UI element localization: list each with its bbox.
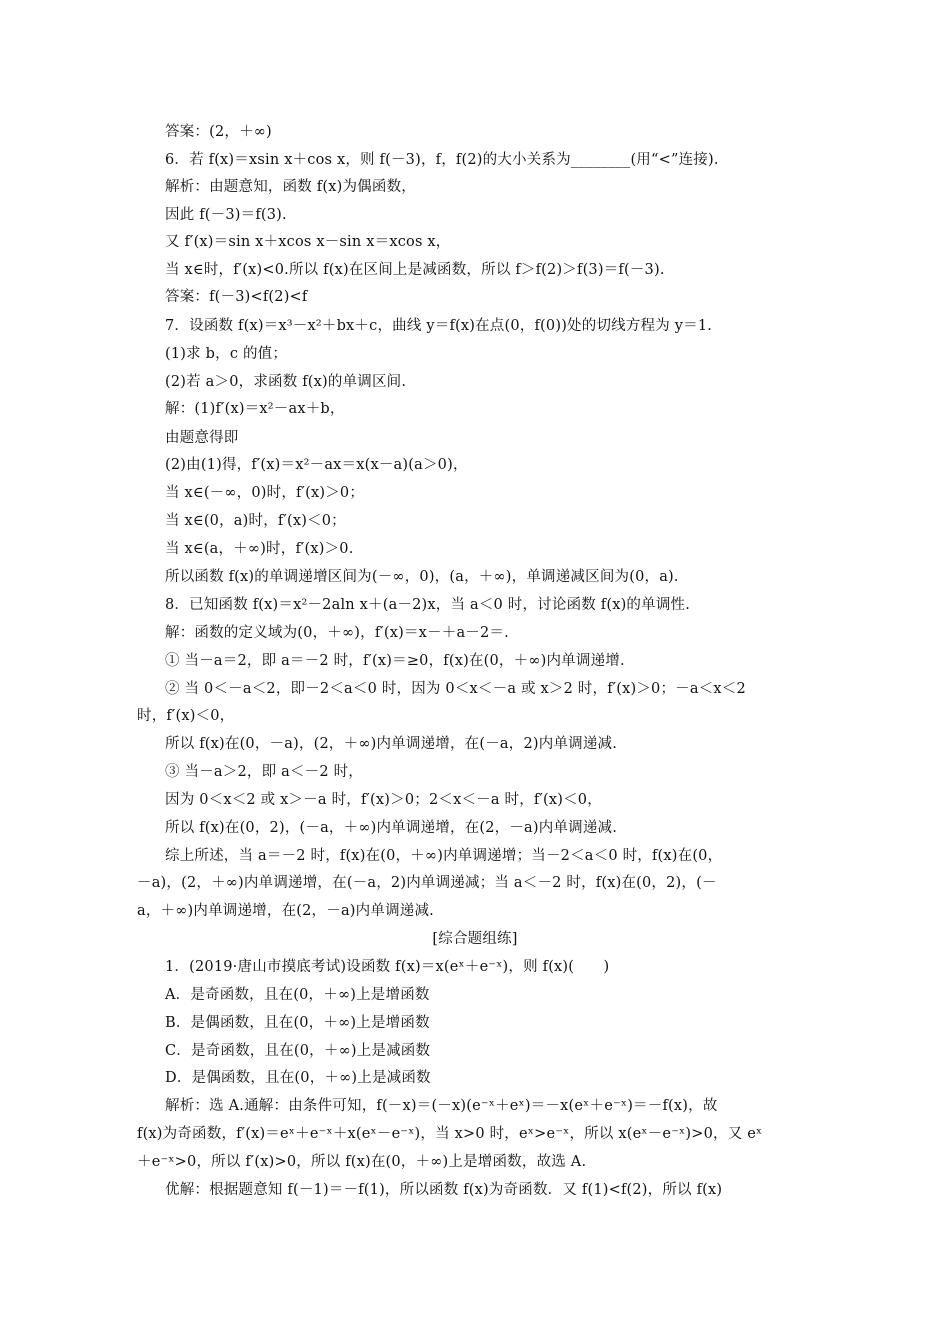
- text-line: 答案：f(－3)<f(2)<f: [165, 289, 308, 305]
- text-line: 7．设函数 f(x)＝x³－x²＋bx＋c，曲线 y＝f(x)在点(0，f(0))处的切线方程为 y＝1.: [165, 318, 713, 334]
- text-line: 6．若 f(x)＝xsin x＋cos x，则 f(－3)，f，f(2)的大小关系为________(用“<”连接).: [165, 152, 719, 168]
- option-b: B．是偶函数，且在(0，＋∞)上是增函数: [165, 1015, 430, 1031]
- text-line: 当 x∈(－∞，0)时，f′(x)＞0；: [165, 485, 365, 501]
- text-line: ③ 当－a＞2，即 a＜－2 时，: [165, 764, 363, 780]
- text-line: 由题意得即: [165, 430, 239, 446]
- text-line: ＋e⁻ˣ>0，所以 f′(x)>0，所以 f(x)在(0，＋∞)上是增函数，故选 A.: [137, 1154, 587, 1170]
- text-line: a，＋∞)内单调递增，在(2，－a)内单调递减.: [137, 903, 434, 919]
- option-d: D．是偶函数，且在(0，＋∞)上是减函数: [165, 1070, 431, 1086]
- text-line: 因为 0＜x＜2 或 x＞－a 时，f′(x)＞0；2＜x＜－a 时，f′(x)＜0，: [165, 792, 602, 808]
- text-line: 当 x∈(0，a)时，f′(x)＜0；: [165, 513, 346, 529]
- text-line: 解：函数的定义域为(0，＋∞)，f′(x)＝x－＋a－2＝.: [165, 625, 509, 641]
- text-line: (2)若 a＞0，求函数 f(x)的单调区间.: [165, 374, 407, 390]
- text-line: －a)，(2，＋∞)内单调递增，在(－a，2)内单调递减；当 a＜－2 时，f(x)在(0，2)，(－: [137, 875, 717, 891]
- text-line: 综上所述，当 a＝－2 时，f(x)在(0，＋∞)内单调递增；当－2＜a＜0 时，f(x)在(0，: [165, 848, 723, 864]
- text-line: 8．已知函数 f(x)＝x²－2aln x＋(a－2)x，当 a＜0 时，讨论函数 f(x)的单调性.: [165, 597, 691, 613]
- text-line: 所以 f(x)在(0，2)，(－a，＋∞)内单调递增，在(2，－a)内单调递减.: [165, 820, 618, 836]
- text-line: 解：(1)f′(x)＝x²－ax＋b，: [165, 401, 345, 417]
- text-line: (2)由(1)得，f′(x)＝x²－ax＝x(x－a)(a＞0)，: [165, 457, 468, 473]
- text-line: 解析：选 A.通解：由条件可知，f(－x)＝(－x)(e⁻ˣ＋eˣ)＝－x(eˣ＋e⁻ˣ)＝－f(x)，故: [165, 1098, 718, 1114]
- section-heading: [综合题组练]: [432, 931, 518, 947]
- text-line: 解析：由题意知，函数 f(x)为偶函数，: [165, 179, 416, 195]
- text-line: 又 f′(x)＝sin x＋xcos x－sin x＝xcos x，: [165, 234, 451, 250]
- text-line: 优解：根据题意知 f(－1)＝－f(1)，所以函数 f(x)为奇函数．又 f(1)<f(2)，所以 f(x): [165, 1182, 723, 1198]
- text-line: 答案：(2，＋∞): [165, 124, 272, 140]
- text-line: 所以函数 f(x)的单调递增区间为(－∞，0)，(a，＋∞)，单调递减区间为(0，a).: [165, 569, 679, 585]
- text-line: 1．(2019·唐山市摸底考试)设函数 f(x)＝x(eˣ＋e⁻ˣ)，则 f(x)( ): [165, 959, 610, 975]
- option-a: A．是奇函数，且在(0，＋∞)上是增函数: [165, 987, 430, 1003]
- text-line: (1)求 b，c 的值；: [165, 346, 288, 362]
- text-line: 当 x∈(a，＋∞)时，f′(x)＞0.: [165, 541, 354, 557]
- text-line: 时，f′(x)＜0，: [137, 708, 235, 724]
- text-line: 所以 f(x)在(0，－a)，(2，＋∞)内单调递增，在(－a，2)内单调递减.: [165, 736, 618, 752]
- text-line: ① 当－a＝2，即 a＝－2 时，f′(x)＝≥0，f(x)在(0，＋∞)内单调递增.: [165, 653, 625, 669]
- text-line: ② 当 0＜－a＜2，即－2＜a＜0 时，因为 0＜x＜－a 或 x＞2 时，f′(x)＞0；－a＜x＜2: [165, 681, 746, 697]
- option-c: C．是奇函数，且在(0，＋∞)上是减函数: [165, 1043, 431, 1059]
- text-line: 当 x∈时，f′(x)<0.所以 f(x)在区间上是减函数，所以 f＞f(2)＞f(3)＝f(－3).: [165, 262, 665, 278]
- text-line: 因此 f(－3)＝f(3).: [165, 207, 287, 223]
- text-line: f(x)为奇函数，f′(x)＝eˣ＋e⁻ˣ＋x(eˣ－e⁻ˣ)，当 x>0 时，eˣ>e⁻ˣ，所以 x(eˣ－e⁻ˣ)>0，又 eˣ: [137, 1126, 763, 1142]
